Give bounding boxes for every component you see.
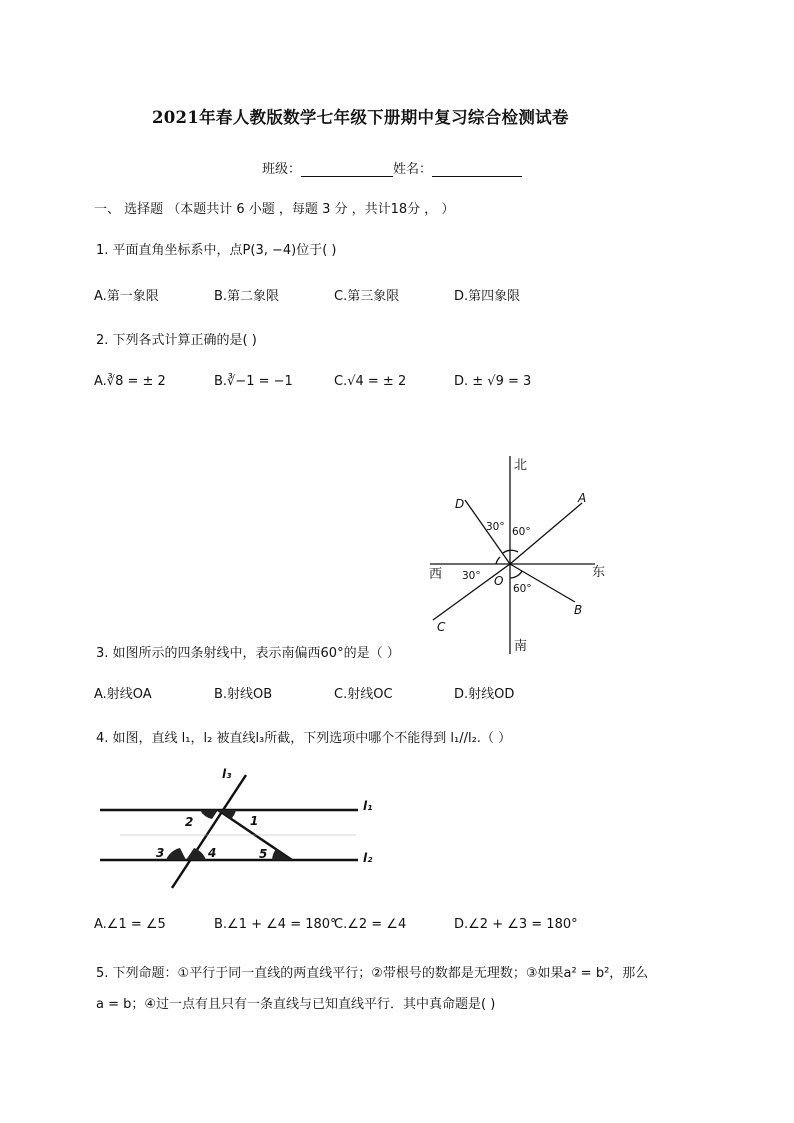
angle-60-bottom: 60° (513, 583, 532, 595)
angle-3-mark (166, 848, 186, 860)
compass-figure (420, 450, 620, 660)
q1-option-d: D.第四象限 (454, 289, 521, 304)
label-l1: l₁ (363, 799, 373, 813)
page-title: 2021年春人教版数学七年级下册期中复习综合检测试卷 (152, 108, 569, 127)
header-fields (262, 158, 522, 177)
east-label: 东 (592, 565, 606, 580)
q1-option-a: A.第一象限 (94, 289, 159, 304)
class-label: 班级： (262, 162, 302, 177)
label-4: 4 (208, 846, 217, 860)
q4-stem: 4. 如图，直线 l₁，l₂ 被直线l₃所截，下列选项中哪个不能得到 l₁//l₂.（ ） (96, 731, 512, 746)
angle-arc-left (496, 557, 500, 564)
label-c: C (437, 620, 446, 634)
q2-option-c: C.√4 = ± 2 (334, 374, 407, 389)
name-label: 姓名： (393, 162, 433, 177)
class-blank[interactable] (301, 162, 393, 177)
angle-30-left: 30° (462, 570, 481, 582)
q3-option-b: B.射线OB (214, 687, 273, 702)
q3-option-c: C.射线OC (334, 687, 393, 702)
angle-arc-bottom (510, 571, 522, 578)
q1-option-b: B.第二象限 (214, 289, 280, 304)
q2-option-a: A.∛8 = ± 2 (94, 374, 166, 389)
q3-stem: 3. 如图所示的四条射线中，表示南偏西60°的是（ ） (96, 646, 400, 661)
section-heading: 一、 选择题 （本题共计 6 小题 ，每题 3 分 ，共计18分 ， ） (94, 202, 455, 217)
q2-stem: 2. 下列各式计算正确的是( ) (96, 333, 257, 348)
q5-line2: a = b；④过一点有且只有一条直线与已知直线平行．其中真命题是( ) (96, 997, 496, 1012)
label-a: A (578, 491, 587, 505)
line-l3 (172, 775, 246, 888)
q4-option-b: B.∠1 + ∠4 = 180° (214, 917, 337, 932)
parallel-lines-figure (90, 760, 390, 890)
q1-stem: 1. 平面直角坐标系中，点P(3, −4)位于( ) (96, 243, 337, 258)
west-label: 西 (429, 567, 443, 582)
label-l3: l₃ (222, 767, 232, 781)
q3-option-d: D.射线OD (454, 687, 515, 702)
label-5: 5 (259, 847, 268, 861)
angle-2-mark (200, 810, 218, 819)
north-label: 北 (514, 458, 528, 473)
q3-option-a: A.射线OA (94, 687, 152, 702)
q2-option-b: B.∛−1 = −1 (214, 374, 293, 389)
q1-option-c: C.第三象限 (334, 289, 400, 304)
label-1: 1 (250, 814, 259, 828)
angle-5-mark (272, 849, 292, 860)
label-2: 2 (185, 815, 194, 829)
name-blank[interactable] (432, 162, 522, 177)
q4-option-c: C.∠2 = ∠4 (334, 917, 407, 932)
label-d: D (455, 497, 465, 511)
label-l2: l₂ (363, 851, 373, 865)
angle-30-top: 30° (486, 521, 505, 533)
south-label: 南 (514, 639, 528, 654)
label-o: O (494, 574, 504, 588)
q5-line1: 5. 下列命题：①平行于同一直线的两直线平行；②带根号的数都是无理数；③如果a² = b²，那么 (96, 966, 649, 981)
q4-option-d: D.∠2 + ∠3 = 180° (454, 917, 578, 932)
angle-4-mark (186, 848, 206, 860)
q4-option-a: A.∠1 = ∠5 (94, 917, 166, 932)
q2-option-d: D. ± √9 = 3 (454, 374, 532, 389)
angle-60-top: 60° (512, 526, 531, 538)
label-b: B (574, 603, 583, 617)
label-3: 3 (156, 846, 165, 860)
